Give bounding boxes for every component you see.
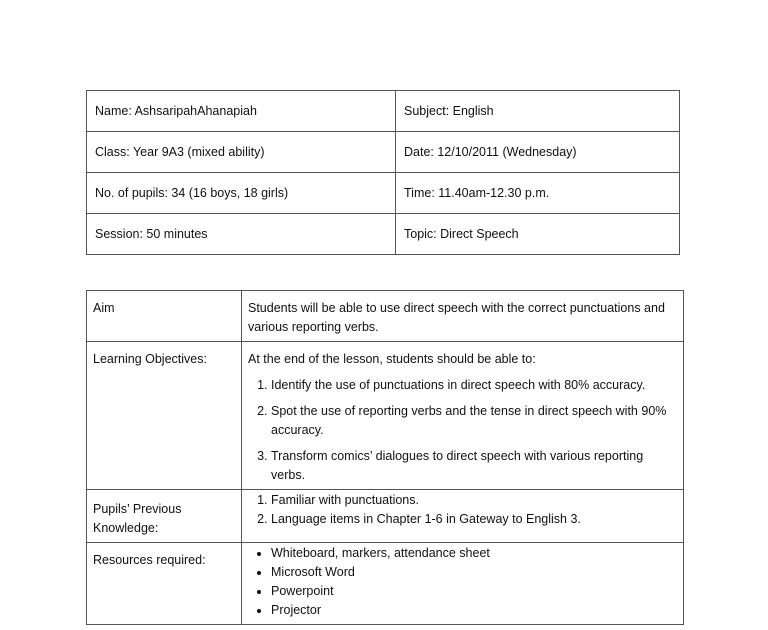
objectives-list bbox=[248, 376, 677, 485]
list-item: 1. Identify the use of punctuations in direct speech with 80% accuracy. bbox=[271, 376, 677, 395]
time-cell: Time: 11.40am-12.30 p.m. bbox=[396, 173, 680, 214]
list-item: 3. Transform comics’ dialogues to direct speech with various reporting verbs. bbox=[271, 447, 677, 485]
list-item: 1. Familiar with punctuations. bbox=[271, 491, 677, 510]
info-row bbox=[87, 173, 680, 214]
info-row bbox=[87, 91, 680, 132]
objectives-intro: At the end of the lesson, students should be able to: bbox=[248, 352, 536, 366]
aim-text-paragraph: Students will be able to use direct speech with the correct punctuations and various reporting verbs. bbox=[248, 301, 665, 334]
resources-cell bbox=[242, 543, 684, 625]
knowledge-label: Pupils’ Previous Knowledge: bbox=[87, 490, 242, 543]
lesson-plan-table bbox=[86, 290, 684, 625]
resources-row bbox=[87, 543, 684, 625]
info-row bbox=[87, 214, 680, 255]
knowledge-list bbox=[248, 491, 677, 529]
list-item: • Projector bbox=[271, 601, 677, 620]
lesson-info-table bbox=[86, 90, 680, 255]
list-item: • Whiteboard, markers, attendance sheet bbox=[271, 544, 677, 563]
objectives-label: Learning Objectives: bbox=[87, 342, 242, 490]
class-cell: Class: Year 9A3 (mixed ability) bbox=[87, 132, 396, 173]
knowledge-row bbox=[87, 490, 684, 543]
topic-cell: Topic: Direct Speech bbox=[396, 214, 680, 255]
aim-row bbox=[87, 291, 684, 342]
name-cell: Name: AshsaripahAhanapiah bbox=[87, 91, 396, 132]
aim-label: Aim bbox=[87, 291, 242, 342]
objectives-cell bbox=[242, 342, 684, 490]
pupils-cell: No. of pupils: 34 (16 boys, 18 girls) bbox=[87, 173, 396, 214]
objectives-row bbox=[87, 342, 684, 490]
resources-label: Resources required: bbox=[87, 543, 242, 625]
aim-text bbox=[242, 291, 684, 342]
list-item: • Powerpoint bbox=[271, 582, 677, 601]
date-cell: Date: 12/10/2011 (Wednesday) bbox=[396, 132, 680, 173]
list-item: 2. Spot the use of reporting verbs and the tense in direct speech with 90% accuracy. bbox=[271, 402, 677, 440]
list-item: • Microsoft Word bbox=[271, 563, 677, 582]
session-cell: Session: 50 minutes bbox=[87, 214, 396, 255]
resources-list bbox=[248, 544, 677, 620]
info-row bbox=[87, 132, 680, 173]
knowledge-cell bbox=[242, 490, 684, 543]
subject-cell: Subject: English bbox=[396, 91, 680, 132]
list-item: 2. Language items in Chapter 1-6 in Gateway to English 3. bbox=[271, 510, 677, 529]
